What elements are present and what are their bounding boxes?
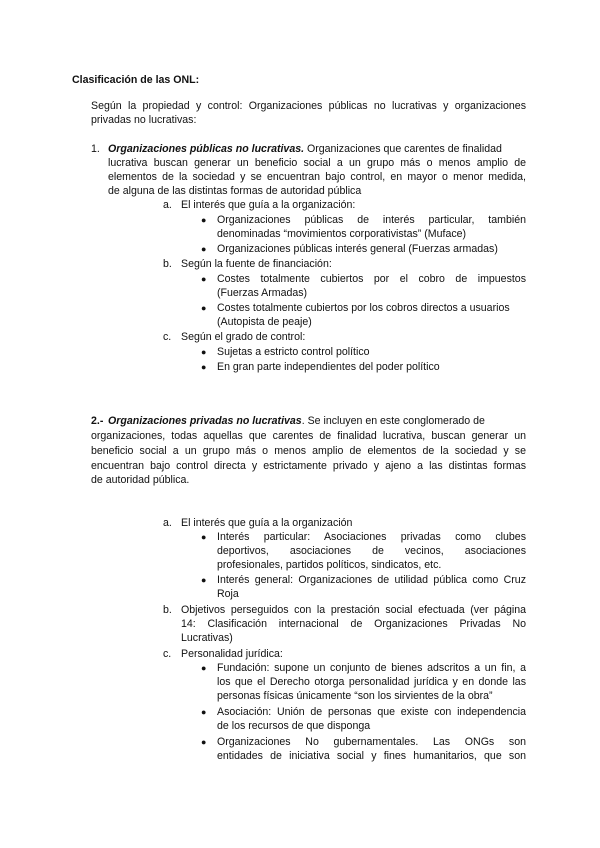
section-1-line-0: Organizaciones que carentes de finalidad — [304, 143, 502, 155]
section-1-line-1: lucrativa buscan generar un beneficio social a un grupo más o menos amplio de — [108, 157, 526, 169]
bullet-icon: ● — [201, 663, 207, 673]
bullet-icon: ● — [201, 707, 207, 717]
s2-c-b3-line-1: entidades de iniciativa social y fines humanitarios, que son — [217, 750, 526, 762]
s1-b-b2-line-1: (Autopista de peaje) — [217, 316, 312, 328]
s2-a-b2-line-1: Roja — [217, 588, 239, 600]
s2-c-b2-line-0: Asociación: Unión de personas que existe con independencia — [217, 706, 526, 718]
s1-b-b2-line-0: Costes totalmente cubiertos por los cobros directos a usuarios — [217, 302, 510, 314]
intro-line-2: privadas no lucrativas: — [91, 114, 197, 126]
s1-a-b2-line-0: Organizaciones públicas interés general (Fuerzas armadas) — [217, 243, 498, 255]
s1-c-b1-line-0: Sujetas a estricto control político — [217, 346, 370, 358]
s2-c-b2-line-1: de los recursos de que disponga — [217, 720, 371, 732]
s2-c-b1-line-0: Fundación: supone un conjunto de bienes adscritos a un fin, a — [217, 662, 526, 674]
s2-c-b3-line-0: Organizaciones No gubernamentales. Las ONGs son — [217, 736, 526, 748]
bullet-icon: ● — [201, 303, 207, 313]
s1-a-b1-line-1: denominadas “movimientos corporativistas” (Muface) — [217, 228, 467, 240]
s1-c-marker: c. — [163, 331, 172, 343]
bullet-icon: ● — [201, 532, 207, 542]
section-2-line-0: . Se incluyen en este conglomerado de — [301, 415, 485, 427]
s2-a-marker: a. — [163, 517, 172, 529]
s1-b-b1-line-1: (Fuerzas Armadas) — [217, 287, 308, 299]
s2-b-marker: b. — [163, 604, 172, 616]
bullet-icon: ● — [201, 274, 207, 284]
s2-a-b1-line-0: Interés particular: Asociaciones privadas como clubes — [217, 531, 526, 543]
bullet-icon: ● — [201, 347, 207, 357]
section-1-line-2: elementos de la sociedad y se encuentran bajo control, en mayor o menor medida, — [108, 171, 526, 183]
s2-b-line-2: Lucrativas) — [181, 632, 233, 644]
s2-a-label: El interés que guía a la organización — [181, 517, 353, 529]
section-2-line-2: beneficio social a un grupo más o menos amplio de elementos de la sociedad y se — [91, 445, 526, 457]
section-1-line-3: de alguna de las distintas formas de autoridad pública — [108, 185, 362, 197]
bullet-icon: ● — [201, 737, 207, 747]
s2-a-b2-line-0: Interés general: Organizaciones de utilidad pública como Cruz — [217, 574, 526, 586]
s1-b-label: Según la fuente de financiación: — [181, 258, 332, 270]
bullet-icon: ● — [201, 362, 207, 372]
section-2-line-1: organizaciones, todas aquellas que carentes de finalidad lucrativa, buscan generar un — [91, 430, 526, 442]
bullet-icon: ● — [201, 215, 207, 225]
page-title: Clasificación de las ONL: — [72, 74, 200, 86]
section-2-line-4: de autoridad pública. — [91, 474, 190, 486]
section-2-heading: Organizaciones privadas no lucrativas — [108, 415, 302, 427]
s1-a-label: El interés que guía a la organización: — [181, 199, 356, 211]
section-2-line-3: encuentran bajo control directa y estrictamente privado y ajeno a las distintas formas — [91, 460, 526, 472]
section-1-number: 1. — [91, 143, 100, 155]
section-1-heading: Organizaciones públicas no lucrativas. — [108, 143, 305, 155]
section-1-first-line — [108, 142, 526, 156]
s1-a-b1-line-0: Organizaciones públicas de interés particular, también — [217, 214, 526, 226]
s2-c-b1-line-2: personas físicas únicamente “son los sirvientes de la obra” — [217, 690, 493, 702]
s1-b-b1-line-0: Costes totalmente cubiertos por el cobro de impuestos — [217, 273, 526, 285]
s1-a-marker: a. — [163, 199, 172, 211]
s2-a-b1-line-2: profesionales, partidos políticos, sindicatos, etc. — [217, 559, 442, 571]
intro-line-1: Según la propiedad y control: Organizaciones públicas no lucrativas y organizaciones — [91, 100, 526, 112]
s2-c-label: Personalidad jurídica: — [181, 648, 283, 660]
s2-c-marker: c. — [163, 648, 172, 660]
section-2-first-line — [108, 414, 526, 428]
s1-b-marker: b. — [163, 258, 172, 270]
s2-c-b1-line-1: los que el Derecho otorga personalidad jurídica y en donde las — [217, 676, 526, 688]
section-2-number: 2.- — [91, 415, 104, 427]
bullet-icon: ● — [201, 575, 207, 585]
s2-b-line-0: Objetivos perseguidos con la prestación social efectuada (ver página — [181, 604, 526, 616]
s1-c-label: Según el grado de control: — [181, 331, 306, 343]
s1-c-b2-line-0: En gran parte independientes del poder político — [217, 361, 440, 373]
s2-a-b1-line-1: deportivos, asociaciones de vecinos, asociaciones — [217, 545, 526, 557]
s2-b-line-1: 14: Clasificación internacional de Organizaciones Privadas No — [181, 618, 526, 630]
bullet-icon: ● — [201, 244, 207, 254]
